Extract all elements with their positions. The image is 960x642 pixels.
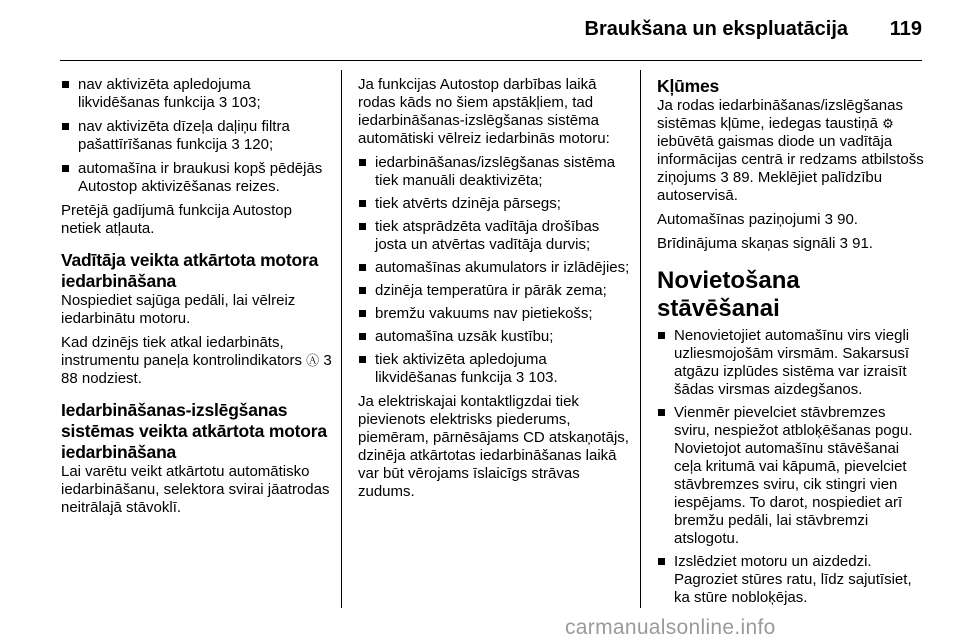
watermark: carmanualsonline.info bbox=[565, 616, 776, 639]
list-item: Nenovietojiet automašīnu virs viegli uzliesmojošām virsmām. Sakarsusī atgāzu izplūdes sistēma var izraisīt šādas virsmas aizdegšanos. bbox=[657, 327, 925, 399]
paragraph: Pretējā gadījumā funkcija Autostop netiek atļauta. bbox=[61, 202, 292, 237]
section-heading-parking: Novietošana stāvēšanai bbox=[657, 267, 800, 322]
list-item: nav aktivizēta dīzeļa daļiņu filtra pašattīrīšanas funkcija 3 120; bbox=[61, 118, 333, 154]
section-heading-system-restart: Iedarbināšanas-izslēgšanas sistēmas veikta atkārtota motora iedarbināšana bbox=[61, 400, 327, 462]
column-1 bbox=[61, 76, 333, 523]
list-item: Izslēdziet motoru un aizdedzi. Pagroziet stūres ratu, līdz sajutīsiet, ka stūre nobloķējas. bbox=[657, 553, 925, 607]
column-3 bbox=[657, 76, 925, 613]
stop-start-button-icon: ⚙ bbox=[882, 116, 894, 131]
paragraph-text: Kad dzinējs tiek atkal iedarbināts, instrumentu paneļa kontrolindikators bbox=[61, 334, 302, 369]
paragraph: Brīdinājuma skaņas signāli 3 91. bbox=[657, 235, 873, 252]
list-item: iedarbināšanas/izslēgšanas sistēma tiek manuāli deaktivizēta; bbox=[358, 154, 632, 190]
list-item: tiek atvērts dzinēja pārsegs; bbox=[358, 195, 632, 213]
section-heading-driver-restart: Vadītāja veikta atkārtota motora iedarbināšana bbox=[61, 250, 319, 291]
column-divider-2 bbox=[640, 70, 641, 608]
autostop-indicator-icon: Ⓐ bbox=[306, 353, 320, 368]
list-item: tiek atsprādzēta vadītāja drošības josta un atvērtas vadītāja durvis; bbox=[358, 218, 632, 254]
list-item: bremžu vakuums nav pietiekošs; bbox=[358, 305, 632, 323]
list-item: Vienmēr pievelciet stāvbremzes sviru, nespiežot atbloķēšanas pogu. Novietojot automašīnu stāvēšanai ceļa kritumā vai kāpumā, pievelciet stāvbremzes sviru, cik stingri vien iespējams. To darot, nospiediet arī bremžu pedāli, lai stāvbremzi atslogotu. bbox=[657, 404, 925, 548]
list-item: automašīnas akumulators ir izlādējies; bbox=[358, 259, 632, 277]
header-rule bbox=[60, 60, 922, 61]
list-item: nav aktivizēta apledojuma likvidēšanas funkcija 3 103; bbox=[61, 76, 333, 112]
paragraph: Ja elektriskajai kontaktligzdai tiek pievienots elektrisks piederums, piemēram, pārnēsājams CD atskaņotājs, dzinēja atkārtotas iedarbināšanas laikā var būt vērojams īslaicīgs strāvas zudums. bbox=[358, 393, 629, 500]
column-2 bbox=[358, 76, 632, 507]
page-number: 119 bbox=[889, 18, 922, 40]
paragraph bbox=[657, 97, 925, 205]
conditions-list bbox=[61, 76, 333, 196]
list-item: automašīna ir braukusi kopš pēdējās Autostop aktivizēšanas reizes. bbox=[61, 160, 333, 196]
parking-list bbox=[657, 327, 925, 607]
paragraph-text: Ja rodas iedarbināšanas/izslēgšanas sistēmas kļūme, iedegas taustiņā bbox=[657, 97, 903, 132]
list-item: automašīna uzsāk kustību; bbox=[358, 328, 632, 346]
section-heading-faults: Kļūmes bbox=[657, 76, 720, 96]
column-divider-1 bbox=[341, 70, 342, 608]
paragraph bbox=[61, 334, 333, 388]
page-reference: 3 88 nodziest. bbox=[61, 352, 332, 387]
chapter-title: Braukšana un ekspluatācija bbox=[584, 18, 848, 40]
page-header bbox=[0, 0, 960, 62]
paragraph: Ja funkcijas Autostop darbības laikā rodas kāds no šiem apstākļiem, tad iedarbināšanas-izslēgšanas sistēma automātiski vēlreiz iedarbinās motoru: bbox=[358, 76, 610, 147]
list-item: tiek aktivizēta apledojuma likvidēšanas funkcija 3 103. bbox=[358, 351, 632, 387]
paragraph: Automašīnas paziņojumi 3 90. bbox=[657, 211, 858, 228]
paragraph-text: iebūvētā gaismas diode un vadītāja informācijas centrā ir redzams atbilstošs ziņojums 3 89. Meklējiet palīdzību autoservisā. bbox=[657, 133, 924, 204]
restart-conditions-list bbox=[358, 154, 632, 387]
paragraph: Lai varētu veikt atkārtotu automātisko iedarbināšanu, selektora svirai jāatrodas neitrālajā stāvoklī. bbox=[61, 463, 330, 516]
list-item: dzinēja temperatūra ir pārāk zema; bbox=[358, 282, 632, 300]
paragraph: Nospiediet sajūga pedāli, lai vēlreiz iedarbinātu motoru. bbox=[61, 292, 296, 327]
